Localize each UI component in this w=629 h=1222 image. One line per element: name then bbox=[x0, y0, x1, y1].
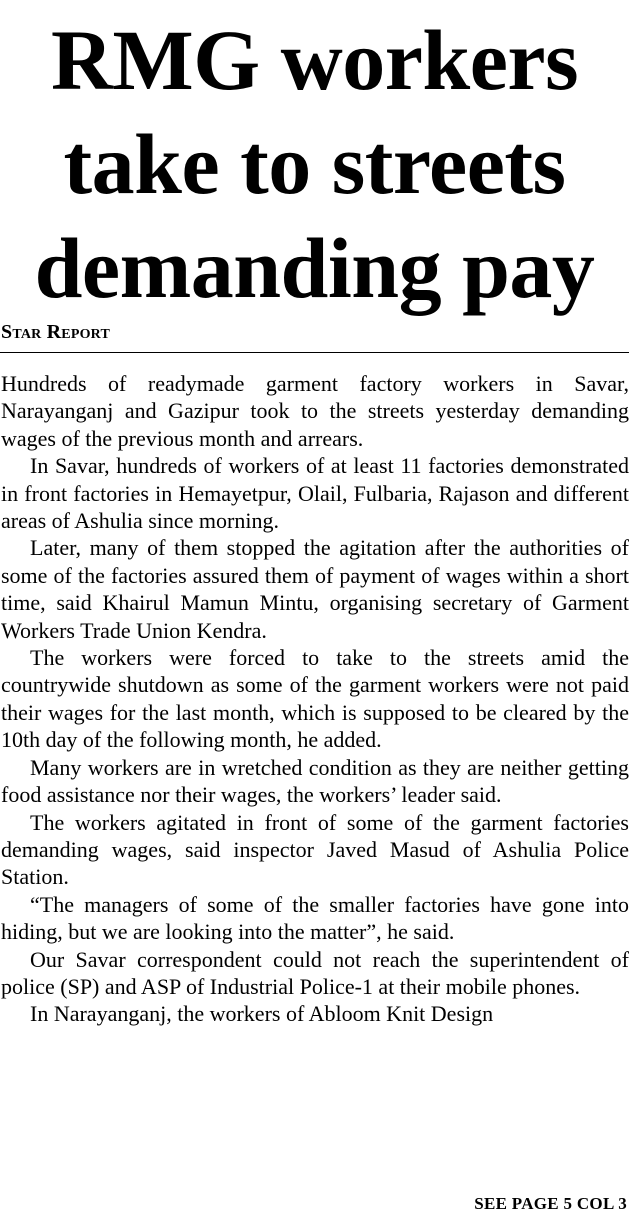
article-body bbox=[1, 370, 629, 1028]
paragraph: The workers were forced to take to the streets amid the countrywide shutdown as some of the garment workers were not paid their wages for the last month, which is supposed to be cleared by the 10th day of the following month, he added. bbox=[1, 645, 629, 753]
paragraph: “The managers of some of the smaller factories have gone into hiding, but we are looking into the matter”, he said. bbox=[1, 891, 629, 945]
headline-line: demanding pay bbox=[34, 220, 595, 316]
paragraph: Hundreds of readymade garment factory workers in Savar, Narayanganj and Gazipur took to the streets yesterday demanding wages of the previous month and arrears. bbox=[1, 371, 629, 451]
paragraph: The workers agitated in front of some of the garment factories demanding wages, said inspector Javed Masud of Ashulia Police Station. bbox=[1, 809, 629, 890]
paragraph: In Narayanganj, the workers of Abloom Knit Design bbox=[30, 1001, 494, 1027]
headline-line: take to streets bbox=[63, 116, 566, 212]
continued-on-page-link[interactable]: SEE PAGE 5 COL 3 bbox=[474, 1194, 627, 1213]
headline-line: RMG workers bbox=[50, 12, 579, 108]
byline-divider bbox=[0, 352, 629, 353]
paragraph: Many workers are in wretched condition as they are neither getting food assistance nor their wages, the workers’ leader said. bbox=[1, 754, 629, 808]
byline: Star Report bbox=[1, 321, 111, 343]
paragraph: Our Savar correspondent could not reach the superintendent of police (SP) and ASP of Industrial Police-1 at their mobile phones. bbox=[1, 946, 629, 999]
paragraph: Later, many of them stopped the agitation after the authorities of some of the factories assured them of payment of wages within a short time, said Khairul Mamun Mintu, organising secretary of Garment Workers Trade Union Kendra. bbox=[1, 535, 629, 643]
headline bbox=[0, 8, 629, 320]
paragraph: In Savar, hundreds of workers of at least 11 factories demonstrated in front factories in Hemayetpur, Olail, Fulbaria, Rajason and different areas of Ashulia since morning. bbox=[1, 453, 629, 534]
